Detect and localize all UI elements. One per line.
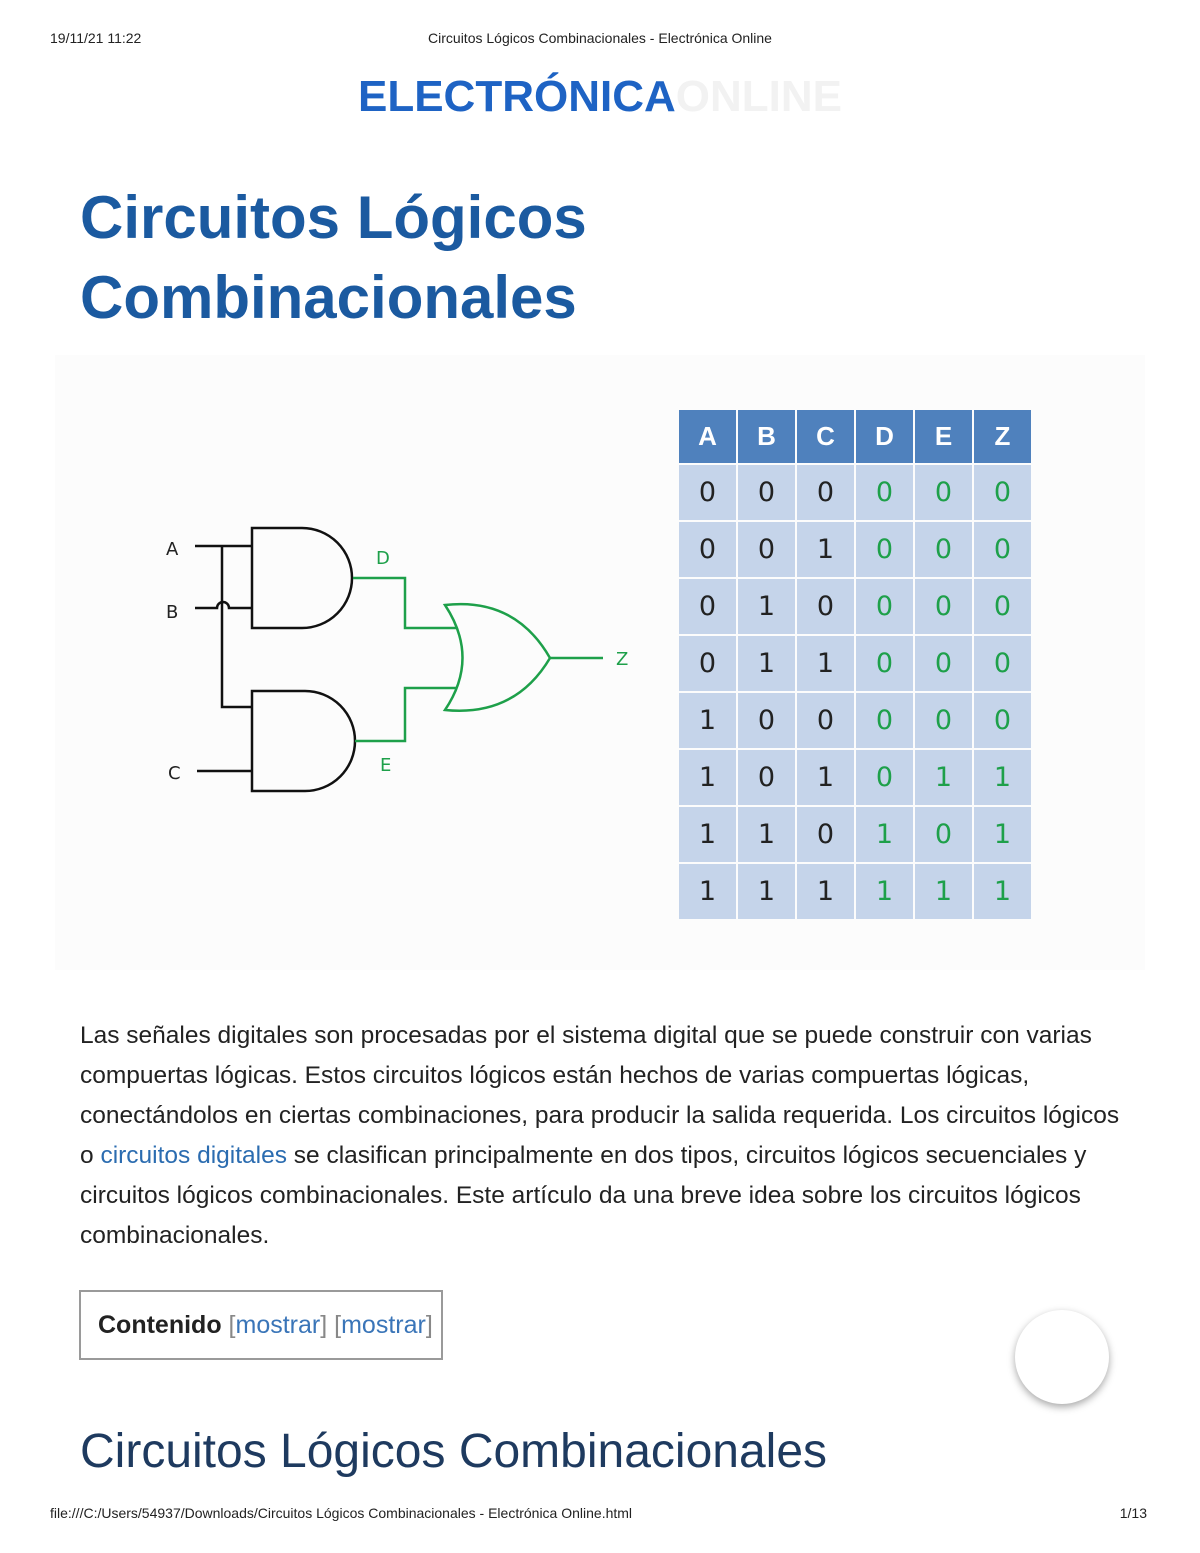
label-b: B: [166, 602, 179, 623]
table-cell: 0: [856, 750, 913, 805]
table-cell: 0: [679, 522, 736, 577]
bracket: [: [228, 1311, 236, 1339]
or-gate: [445, 604, 550, 711]
table-row: [679, 693, 1031, 748]
table-row: [679, 522, 1031, 577]
table-cell: 0: [738, 522, 795, 577]
table-cell: 0: [915, 807, 972, 862]
circuit-figure: [55, 355, 1145, 970]
label-z: Z: [616, 649, 629, 670]
col-header: Z: [974, 410, 1031, 463]
print-file-path: file:///C:/Users/54937/Downloads/Circuitos Lógicos Combinacionales - Electrónica Online.html: [50, 1505, 633, 1521]
col-header: B: [738, 410, 795, 463]
col-header: D: [856, 410, 913, 463]
link-circuitos-digitales[interactable]: circuitos digitales: [100, 1142, 287, 1169]
floating-action-button[interactable]: [1015, 1310, 1109, 1404]
table-cell: 1: [915, 750, 972, 805]
table-cell: 0: [915, 693, 972, 748]
wire-d: [353, 578, 457, 628]
circuit-black-wires: [195, 528, 355, 791]
table-cell: 0: [915, 579, 972, 634]
table-cell: 1: [856, 864, 913, 919]
table-cell: 0: [856, 693, 913, 748]
bracket: [: [334, 1311, 342, 1339]
table-cell: 1: [797, 750, 854, 805]
print-datetime: 19/11/21 11:22: [50, 30, 142, 46]
table-cell: 0: [738, 465, 795, 520]
table-cell: 1: [797, 522, 854, 577]
bracket: ]: [320, 1311, 328, 1339]
table-cell: 0: [974, 465, 1031, 520]
table-cell: 0: [797, 693, 854, 748]
table-cell: 0: [974, 579, 1031, 634]
table-cell: 0: [679, 579, 736, 634]
and-gate-2: [252, 691, 355, 791]
label-d: D: [376, 548, 390, 569]
table-row: [679, 750, 1031, 805]
table-cell: 1: [974, 807, 1031, 862]
table-row: [679, 579, 1031, 634]
table-cell: 0: [738, 693, 795, 748]
table-cell: 1: [974, 864, 1031, 919]
and-gate-1: [252, 528, 352, 628]
table-cell: 1: [797, 864, 854, 919]
table-cell: 1: [915, 864, 972, 919]
table-cell: 0: [974, 636, 1031, 691]
intro-paragraph: [80, 1016, 1120, 1256]
site-logo[interactable]: [0, 72, 1200, 122]
table-cell: 1: [797, 636, 854, 691]
table-cell: 1: [679, 750, 736, 805]
toc-label: Contenido: [98, 1311, 222, 1339]
table-cell: 1: [738, 579, 795, 634]
bracket: ]: [425, 1311, 433, 1339]
table-cell: 0: [974, 522, 1031, 577]
table-cell: 0: [738, 750, 795, 805]
table-cell: 0: [915, 636, 972, 691]
table-cell: 0: [974, 693, 1031, 748]
table-cell: 0: [856, 579, 913, 634]
table-cell: 1: [974, 750, 1031, 805]
intro-text-2: se clasifican principalmente en dos tipos, circuitos lógicos secuenciales y circuitos lógicos combinacionales. Este artículo da una breve idea sobre los circuitos lógicos combinacionales.: [80, 1142, 1087, 1249]
table-cell: 1: [679, 864, 736, 919]
print-doc-title: Circuitos Lógicos Combinacionales - Electrónica Online: [428, 30, 772, 46]
table-row: [679, 465, 1031, 520]
table-cell: 1: [679, 807, 736, 862]
article-title: Circuitos Lógicos Combinacionales: [80, 184, 587, 331]
col-header: C: [797, 410, 854, 463]
table-cell: 0: [915, 522, 972, 577]
table-row: [679, 864, 1031, 919]
label-e: E: [380, 755, 392, 776]
table-cell: 0: [679, 465, 736, 520]
circuit-green-wires: [353, 578, 603, 741]
table-cell: 0: [856, 522, 913, 577]
table-cell: 0: [856, 465, 913, 520]
table-cell: 1: [856, 807, 913, 862]
logo-part-online: ONLINE: [675, 72, 842, 121]
table-cell: 1: [738, 807, 795, 862]
wire-a-branch: [222, 546, 252, 707]
wire-b: [195, 602, 252, 608]
section-heading: Circuitos Lógicos Combinacionales: [80, 1425, 828, 1478]
table-cell: 0: [679, 636, 736, 691]
table-cell: 0: [797, 579, 854, 634]
truth-table: [677, 408, 1033, 921]
table-cell: 1: [679, 693, 736, 748]
table-cell: 0: [797, 465, 854, 520]
wire-e: [355, 688, 457, 741]
print-page-number: 1/13: [1119, 1505, 1147, 1521]
print-header: [0, 30, 1200, 50]
truth-table-header: [679, 410, 1031, 463]
table-row: [679, 807, 1031, 862]
table-cell: 0: [856, 636, 913, 691]
table-cell: 0: [797, 807, 854, 862]
intro-text-1: Las señales digitales son procesadas por el sistema digital que se puede construir con varias compuertas lógicas. Estos circuitos lógicos están hechos de varias compuertas lógicas, conectándolos en ciertas combinaciones, para producir la salida requerida. Los circuitos lógicos o: [80, 1022, 1120, 1169]
col-header: A: [679, 410, 736, 463]
table-cell: 0: [915, 465, 972, 520]
table-of-contents: [79, 1290, 443, 1360]
logo-part-electronica: ELECTRÓNICA: [357, 72, 676, 121]
toc-show-link-1[interactable]: mostrar: [235, 1311, 321, 1339]
table-cell: 1: [738, 636, 795, 691]
toc-show-link-2[interactable]: mostrar: [341, 1311, 426, 1339]
label-c: C: [168, 763, 181, 784]
table-cell: 1: [738, 864, 795, 919]
col-header: E: [915, 410, 972, 463]
label-a: A: [166, 539, 179, 560]
table-row: [679, 636, 1031, 691]
